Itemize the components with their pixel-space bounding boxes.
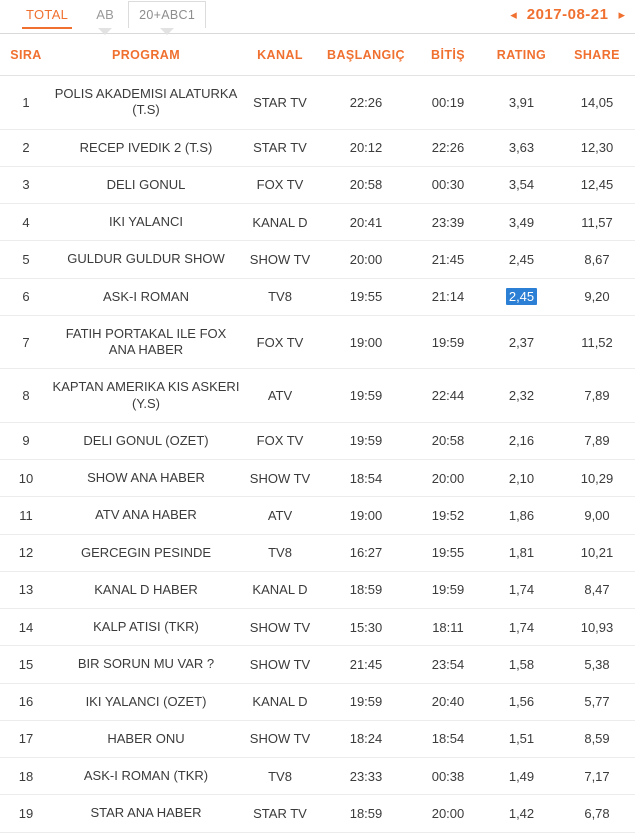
row-start-time: 19:59: [320, 422, 412, 459]
tab-20-abc1-label: 20+ABC1: [139, 8, 196, 22]
row-share: 7,17: [559, 758, 635, 795]
table-row[interactable]: [0, 683, 635, 720]
row-rank: 10: [0, 460, 52, 497]
row-start-time: 21:45: [320, 646, 412, 683]
row-channel: TV8: [240, 534, 320, 571]
table-row[interactable]: [0, 278, 635, 315]
row-start-time: 20:58: [320, 166, 412, 203]
row-channel: KANAL D: [240, 683, 320, 720]
row-rank: 1: [0, 76, 52, 130]
caret-down-icon: [98, 28, 112, 35]
current-date: 2017-08-21: [526, 6, 609, 23]
row-rating: 1,49: [484, 758, 559, 795]
row-start-time: 15:30: [320, 609, 412, 646]
row-rating: 2,16: [484, 422, 559, 459]
row-rating: 2,10: [484, 460, 559, 497]
row-start-time: 16:27: [320, 534, 412, 571]
row-rating: 1,56: [484, 683, 559, 720]
row-rank: 15: [0, 646, 52, 683]
row-program: RECEP IVEDIK 2 (T.S): [52, 129, 240, 166]
row-channel: SHOW TV: [240, 609, 320, 646]
table-row[interactable]: [0, 129, 635, 166]
row-share: 11,57: [559, 204, 635, 241]
row-rating: 2,32: [484, 369, 559, 423]
table-row[interactable]: [0, 422, 635, 459]
row-channel: FOX TV: [240, 315, 320, 369]
row-program: FATIH PORTAKAL ILE FOX ANA HABER: [52, 315, 240, 369]
table-header-row: [0, 34, 635, 76]
row-start-time: 20:41: [320, 204, 412, 241]
column-header-share[interactable]: SHARE: [559, 34, 635, 76]
row-start-time: 18:24: [320, 720, 412, 757]
row-share: 5,38: [559, 646, 635, 683]
row-rank: 5: [0, 241, 52, 278]
row-channel: KANAL D: [240, 204, 320, 241]
row-start-time: 20:00: [320, 241, 412, 278]
table-row[interactable]: [0, 720, 635, 757]
table-row[interactable]: [0, 497, 635, 534]
row-program: ASK-I ROMAN (TKR): [52, 758, 240, 795]
row-program: KANAL D HABER: [52, 571, 240, 608]
table-row[interactable]: [0, 204, 635, 241]
row-channel: FOX TV: [240, 166, 320, 203]
row-rating: 3,91: [484, 76, 559, 130]
row-rank: 2: [0, 129, 52, 166]
row-start-time: 19:55: [320, 278, 412, 315]
table-row[interactable]: [0, 241, 635, 278]
row-rank: 18: [0, 758, 52, 795]
row-share: 7,89: [559, 422, 635, 459]
row-share: 6,78: [559, 795, 635, 832]
row-rank: 13: [0, 571, 52, 608]
row-share: 12,45: [559, 166, 635, 203]
table-body: [0, 76, 635, 833]
row-share: 7,89: [559, 369, 635, 423]
selected-rating-value[interactable]: 2,45: [506, 288, 537, 305]
row-end-time: 18:11: [412, 609, 484, 646]
row-rating[interactable]: [484, 278, 559, 315]
row-program: BIR SORUN MU VAR ?: [52, 646, 240, 683]
tab-ab[interactable]: [82, 0, 128, 28]
date-navigator: [510, 6, 625, 23]
table-header: [0, 34, 635, 76]
row-rank: 12: [0, 534, 52, 571]
table-row[interactable]: [0, 315, 635, 369]
tab-active-underline: [22, 27, 72, 29]
row-rating: 1,58: [484, 646, 559, 683]
row-rating: 3,63: [484, 129, 559, 166]
tab-20-abc1[interactable]: [128, 1, 206, 28]
row-end-time: 20:00: [412, 460, 484, 497]
row-end-time: 21:14: [412, 278, 484, 315]
table-row[interactable]: [0, 646, 635, 683]
row-program: POLIS AKADEMISI ALATURKA (T.S): [52, 76, 240, 130]
row-channel: TV8: [240, 278, 320, 315]
table-row[interactable]: [0, 795, 635, 832]
chevron-left-icon[interactable]: ◂: [510, 7, 517, 22]
row-share: 14,05: [559, 76, 635, 130]
row-program: DELI GONUL: [52, 166, 240, 203]
tab-total[interactable]: [12, 0, 82, 28]
row-end-time: 22:44: [412, 369, 484, 423]
row-end-time: 20:00: [412, 795, 484, 832]
row-rank: 16: [0, 683, 52, 720]
row-program: IKI YALANCI (OZET): [52, 683, 240, 720]
row-rating: 3,54: [484, 166, 559, 203]
row-rank: 7: [0, 315, 52, 369]
row-program: ASK-I ROMAN: [52, 278, 240, 315]
row-start-time: 22:26: [320, 76, 412, 130]
row-channel: SHOW TV: [240, 460, 320, 497]
table-row[interactable]: [0, 166, 635, 203]
row-channel: STAR TV: [240, 76, 320, 130]
table-row[interactable]: [0, 369, 635, 423]
row-program: STAR ANA HABER: [52, 795, 240, 832]
row-share: 9,00: [559, 497, 635, 534]
row-end-time: 00:19: [412, 76, 484, 130]
row-channel: STAR TV: [240, 129, 320, 166]
row-channel: KANAL D: [240, 571, 320, 608]
row-rank: 6: [0, 278, 52, 315]
row-rank: 8: [0, 369, 52, 423]
table-row[interactable]: [0, 571, 635, 608]
row-program: SHOW ANA HABER: [52, 460, 240, 497]
column-header-baslangic[interactable]: BAŞLANGIÇ: [320, 34, 412, 76]
row-channel: ATV: [240, 369, 320, 423]
row-program: HABER ONU: [52, 720, 240, 757]
tab-ab-label: AB: [96, 7, 115, 22]
table-row[interactable]: [0, 460, 635, 497]
row-start-time: 18:59: [320, 571, 412, 608]
row-channel: TV8: [240, 758, 320, 795]
row-program: GULDUR GULDUR SHOW: [52, 241, 240, 278]
row-channel: FOX TV: [240, 422, 320, 459]
row-start-time: 19:59: [320, 369, 412, 423]
table-row[interactable]: [0, 534, 635, 571]
row-share: 12,30: [559, 129, 635, 166]
row-rating: 1,86: [484, 497, 559, 534]
table-row[interactable]: [0, 76, 635, 130]
column-header-program[interactable]: PROGRAM: [52, 34, 240, 76]
row-program: IKI YALANCI: [52, 204, 240, 241]
row-end-time: 20:40: [412, 683, 484, 720]
row-share: 8,67: [559, 241, 635, 278]
row-share: 11,52: [559, 315, 635, 369]
row-share: 8,59: [559, 720, 635, 757]
row-share: 10,93: [559, 609, 635, 646]
row-end-time: 19:55: [412, 534, 484, 571]
row-rating: 1,74: [484, 571, 559, 608]
row-end-time: 00:38: [412, 758, 484, 795]
row-channel: SHOW TV: [240, 241, 320, 278]
row-end-time: 20:58: [412, 422, 484, 459]
row-channel: STAR TV: [240, 795, 320, 832]
row-rating: 1,42: [484, 795, 559, 832]
row-program: KALP ATISI (TKR): [52, 609, 240, 646]
row-rank: 19: [0, 795, 52, 832]
row-program: GERCEGIN PESINDE: [52, 534, 240, 571]
row-start-time: 20:12: [320, 129, 412, 166]
row-program: ATV ANA HABER: [52, 497, 240, 534]
column-header-kanal[interactable]: KANAL: [240, 34, 320, 76]
row-end-time: 19:52: [412, 497, 484, 534]
row-start-time: 23:33: [320, 758, 412, 795]
row-rank: 14: [0, 609, 52, 646]
row-program: KAPTAN AMERIKA KIS ASKERI (Y.S): [52, 369, 240, 423]
table-row[interactable]: [0, 609, 635, 646]
row-rank: 17: [0, 720, 52, 757]
row-share: 10,21: [559, 534, 635, 571]
row-share: 5,77: [559, 683, 635, 720]
row-rank: 3: [0, 166, 52, 203]
row-end-time: 22:26: [412, 129, 484, 166]
row-rating: 3,49: [484, 204, 559, 241]
tab-bar: [0, 0, 635, 34]
row-end-time: 18:54: [412, 720, 484, 757]
row-end-time: 23:39: [412, 204, 484, 241]
column-header-rating[interactable]: RATING: [484, 34, 559, 76]
row-end-time: 00:30: [412, 166, 484, 203]
row-channel: SHOW TV: [240, 646, 320, 683]
row-rank: 4: [0, 204, 52, 241]
row-start-time: 19:00: [320, 315, 412, 369]
row-start-time: 18:59: [320, 795, 412, 832]
row-rating: 2,37: [484, 315, 559, 369]
row-share: 8,47: [559, 571, 635, 608]
table-row[interactable]: [0, 758, 635, 795]
row-end-time: 23:54: [412, 646, 484, 683]
caret-down-icon: [160, 28, 174, 35]
row-share: 9,20: [559, 278, 635, 315]
ratings-table-wrapper: [0, 34, 635, 821]
row-channel: ATV: [240, 497, 320, 534]
tab-total-label: TOTAL: [26, 7, 69, 22]
ratings-table: [0, 34, 635, 833]
row-end-time: 19:59: [412, 571, 484, 608]
row-start-time: 19:59: [320, 683, 412, 720]
row-rating: 1,51: [484, 720, 559, 757]
row-rank: 11: [0, 497, 52, 534]
column-header-bitis[interactable]: BİTİŞ: [412, 34, 484, 76]
row-rating: 2,45: [484, 241, 559, 278]
row-rating: 1,81: [484, 534, 559, 571]
column-header-sira[interactable]: SIRA: [0, 34, 52, 76]
row-end-time: 19:59: [412, 315, 484, 369]
row-channel: SHOW TV: [240, 720, 320, 757]
row-share: 10,29: [559, 460, 635, 497]
row-start-time: 19:00: [320, 497, 412, 534]
row-rating: 1,74: [484, 609, 559, 646]
row-end-time: 21:45: [412, 241, 484, 278]
chevron-right-icon[interactable]: ▸: [618, 7, 625, 22]
row-program: DELI GONUL (OZET): [52, 422, 240, 459]
row-start-time: 18:54: [320, 460, 412, 497]
row-rank: 9: [0, 422, 52, 459]
